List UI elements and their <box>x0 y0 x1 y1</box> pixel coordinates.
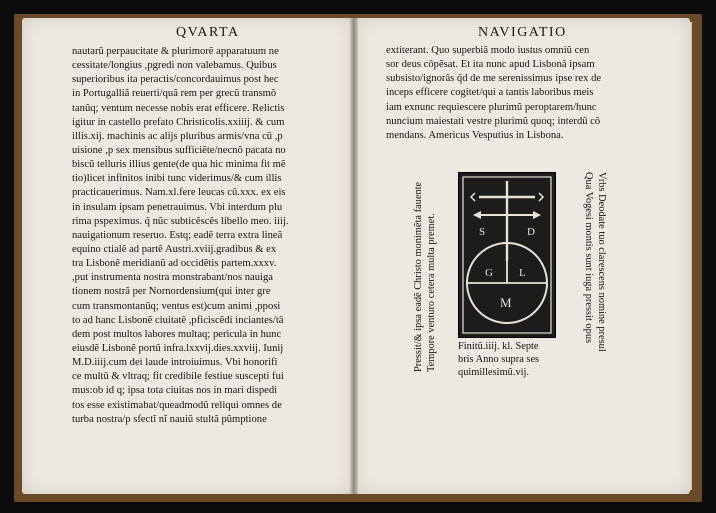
text-line: igitur in castello prefato Christicolis.xxiiij. & cum <box>72 116 285 128</box>
text-line: in insulam ipsam penetrauimus. Vbi interdum plu <box>72 201 283 213</box>
text-line: extiterant. Quo superbiã modo iustus omniũ cen <box>386 45 590 56</box>
text-line: to ad hanc Lisbonẽ ciuitatẽ ,pficiscẽdi inciantes/tã <box>72 314 284 326</box>
verse-line: Tempore venturo cetera multa premet. <box>426 213 437 372</box>
text-line: iam exnunc requiescere plurimũ peroptarem/hunc <box>386 101 597 113</box>
text-line: mus:ob id q; ipsa tota ciuitas nos in mari dispedi <box>72 385 278 397</box>
text-line: tanũq; ventum necesse nobis erat efficere. Relictis <box>72 102 285 114</box>
woodcut-letter: S <box>479 226 486 238</box>
text-line: equino ctialẽ ad partẽ Austri.xviij.gradibus & ex <box>72 243 277 255</box>
text-line: rima pspeximus. q̃ nũc subticẽscẽs libello meo. iiij. <box>72 215 289 227</box>
text-line: nauigationum reseruo. Estq; eadẽ terra extra lineã <box>72 229 283 241</box>
colophon <box>458 340 568 379</box>
colophon-line: quimillesimũ.vij. <box>458 367 530 378</box>
text-line: tra Lisbonẽ meridianũ ad occidẽtis partem.xxxv. <box>72 258 277 270</box>
woodcut-letter: M <box>500 295 512 310</box>
book-gutter <box>350 18 358 494</box>
text-line: subsisto/ignorãs q̃d de me serenissimus ipse rex de <box>386 73 602 85</box>
woodcut-letter: L <box>519 267 526 279</box>
text-line: cum transmontanũq; ventus est)cum animi ,pposi <box>72 300 281 312</box>
colophon-line: bris Anno supra ses <box>458 354 540 365</box>
cross-orb-emblem-icon <box>459 173 555 337</box>
text-line: tio)licet infinitos inibi tunc viderimus/& cum illis <box>72 173 282 185</box>
text-line: practicauerimus. Nam.xl.fere leucas cũ.xxx. ex eis <box>72 187 286 199</box>
text-line: M.D.iiij.cum dei laude introiuimus. Vbi honorifi <box>72 357 278 369</box>
text-line: nautarũ perpaucitate & plurimorẽ apparatuum ne <box>72 46 279 57</box>
text-line: ,put instrumenta nostra monstrabant/nos nauiga <box>72 272 273 284</box>
printers-device-woodcut <box>458 172 556 338</box>
text-line: ce multũ & vltraq; fit credibile festiue suscepti fui <box>72 371 284 383</box>
text-line: inceps efficere cogitet/qui a tantis laboribus meis <box>386 87 594 99</box>
text-line: tionem nostrã per Nornordensium(qui inter gre <box>72 286 271 298</box>
text-line: in Portugalliã reuerti/quã rem per grecũ transmõ <box>72 88 277 100</box>
verse-line: Pressit/& ipsa eadẽ Christo monimẽta fauente <box>413 181 424 372</box>
woodcut-letter: D <box>527 226 535 238</box>
right-page-text <box>386 44 601 143</box>
text-line: nuncium maiestati vestre plurimũ quoq; interdũ cõ <box>386 115 601 127</box>
text-line: biscũ telluris illius gente(de qua hic minima fit mẽ <box>72 159 286 171</box>
verse-line: Vrbs Deodate tuo clarescens nomine presul <box>596 172 607 352</box>
text-line: cessitate/longius ,pgredi non valebamus. Quibus <box>72 60 277 72</box>
text-line: tos esse existimabat/queadmodũ reliqui omnes de <box>72 399 282 411</box>
dedication-verse-left <box>412 172 454 372</box>
text-line: eiusdẽ Lisbonẽ portũ infra.lxxvij.dies.xxviij. Iunij <box>72 342 284 354</box>
text-line: mendans. Americus Vesputius in Lisbona. <box>386 129 564 141</box>
text-line: illis.xij. machinis ac alijs pluribus armis/vna cũ ,p <box>72 130 283 142</box>
text-line: sor deus cõpẽsat. Et ita nunc apud Lisbonã ipsam <box>386 59 595 71</box>
text-line: dem post multos labores multaq; pericula in hunc <box>72 328 282 340</box>
verse-line: Qua Vogesi montis sunt iuga pressit opus <box>583 172 594 344</box>
text-line: turba nostra/p sfectĩ nĩ nauiũ stultã pũmptione <box>72 413 267 425</box>
text-line: superioribus ita peractis/concordauimus post hec <box>72 74 279 86</box>
left-page-text <box>72 45 289 427</box>
running-head-left: QVARTA <box>176 25 240 40</box>
running-head-right: NAVIGATIO <box>478 25 567 40</box>
colophon-line: Finitũ.iiij. kl. Septe <box>458 341 539 352</box>
woodcut-letter: G <box>485 267 493 279</box>
text-line: uisione ,p sex mensibus sufficiẽte/necnõ pacata no <box>72 144 286 156</box>
